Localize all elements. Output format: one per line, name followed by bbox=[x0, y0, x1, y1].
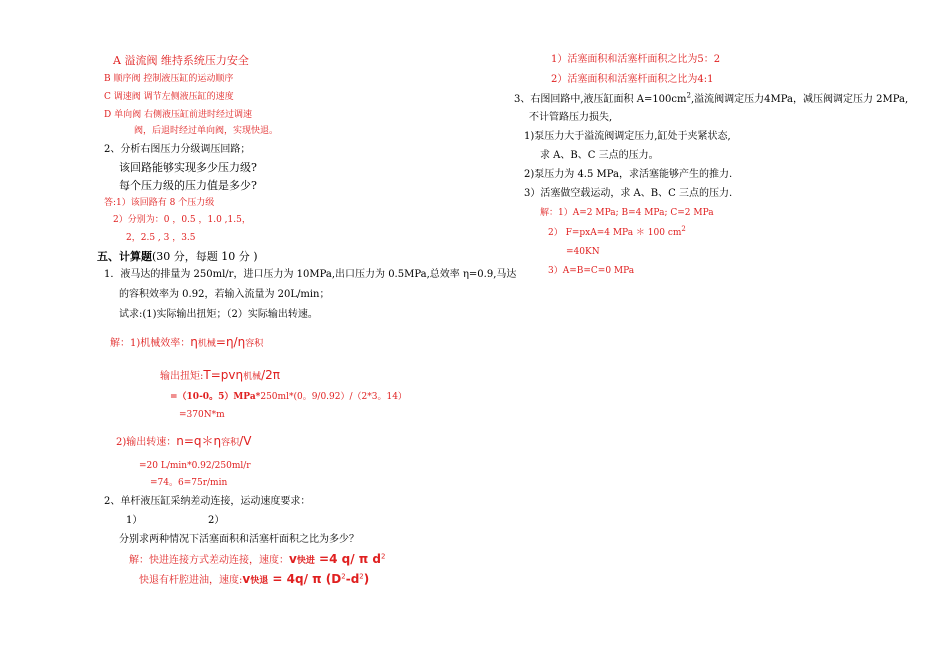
problem-2-line-1: 2、单杆液压缸采纳差动连接，运动速度要求： bbox=[104, 496, 311, 507]
solution-2-fast-forward bbox=[129, 553, 385, 566]
subscript-fast-return: 快退 bbox=[250, 576, 269, 586]
q3-line-1-b: ,溢流阀调定压力4MPa，减压阀调定压力 2MPa, bbox=[690, 94, 909, 105]
answer-line-c: C 调速阀 调节左侧液压缸的速度 bbox=[104, 92, 234, 102]
answer-line-d: D 单向阀 右侧液压缸前进时经过调速 bbox=[104, 110, 252, 120]
problem-2-line-2: 分别求两种情况下活塞面积和活塞杆面积之比为多少？ bbox=[119, 534, 359, 545]
superscript-2: 2 bbox=[681, 225, 686, 233]
section-5-title: 五、计算题 bbox=[97, 250, 152, 263]
solution-2-fast-return bbox=[139, 573, 369, 586]
velocity-symbol: v bbox=[289, 552, 297, 566]
speed-divisor: /V bbox=[239, 434, 252, 448]
fast-forward-label: 解：快进连接方式差动连接，速度： bbox=[129, 555, 289, 566]
fast-return-formula-minus: -d bbox=[345, 572, 360, 586]
question-2-title: 2、分析右图压力分级调压回路； bbox=[104, 144, 251, 155]
speed-label: 2)输出转速： bbox=[116, 437, 177, 448]
question-3-solution-2-result: =40KN bbox=[566, 247, 600, 257]
answer-line-d-cont: 阀，后退时经过单向阀，实现快退。 bbox=[134, 126, 279, 136]
problem-2-option-2: 2） bbox=[208, 515, 225, 526]
subscript-mech: 机械 bbox=[243, 372, 262, 382]
solution-1-speed-result: =74。6=75r/min bbox=[150, 478, 228, 488]
question-2-part-a: 该回路能够实现多少压力级? bbox=[119, 161, 257, 174]
question-3-line-2: 不计管路压力损失, bbox=[529, 112, 613, 123]
answer-line-a: A 溢流阀 维持系统压力安全 bbox=[113, 54, 249, 67]
question-3-line-4: 求 A、B、C 三点的压力。 bbox=[540, 150, 659, 161]
eta-symbol: η bbox=[190, 335, 198, 349]
problem-2-option-1: 1） bbox=[126, 515, 143, 526]
solution-1-label: 解：1)机械效率： bbox=[110, 338, 191, 349]
problem-1-line-3: 试求:(1)实际输出扭矩；（2）实际输出转速。 bbox=[119, 309, 318, 320]
subscript-mech: 机械 bbox=[197, 339, 216, 349]
answer-line-b: B 顺序阀 控制液压缸的运动顺序 bbox=[104, 74, 234, 84]
question-3-line-1 bbox=[514, 91, 909, 105]
question-2-answer-3: 2，2.5 , 3 ，3.5 bbox=[126, 233, 196, 243]
problem-1-line-1: 1．液马达的排量为 250ml/r，进口压力为 10MPa,出口压力为 0.5MPa,总效率 η=0.9,马达 bbox=[104, 269, 517, 280]
fast-return-formula-close: ) bbox=[363, 572, 370, 586]
solution-1-torque-result: =370N*m bbox=[179, 410, 225, 420]
question-2-answer-2: 2）分别为：0 ，0.5 ，1.0 ,1.5， bbox=[113, 215, 251, 225]
question-3-line-5: 2)泵压力为 4.5 MPa，求活塞能够产生的推力. bbox=[524, 169, 733, 180]
torque-calc-bold: =（10-0。5）MPa* bbox=[170, 392, 261, 402]
answer-ratio-2: 2）活塞面积和活塞杆面积之比为4:1 bbox=[551, 74, 714, 85]
question-3-solution-1: 解：1）A=2 MPa; B=4 MPa; C=2 MPa bbox=[540, 208, 714, 218]
superscript-2: 2 bbox=[341, 572, 346, 581]
section-5-heading bbox=[97, 251, 258, 262]
fast-forward-formula: =4 q/ π d bbox=[314, 552, 382, 566]
velocity-symbol: v bbox=[242, 572, 251, 586]
superscript-2: 2 bbox=[381, 552, 386, 561]
question-3-solution-3: 3）A=B=C=0 MPa bbox=[548, 266, 635, 276]
solution-1-speed-formula bbox=[116, 435, 251, 448]
torque-divisor: /2π bbox=[261, 368, 281, 382]
subscript-volumetric: 容积 bbox=[221, 438, 240, 448]
superscript-2: 2 bbox=[686, 91, 691, 100]
q3-line-1-a: 3、右图回路中,液压缸面积 A=100cm bbox=[514, 94, 687, 105]
section-5-note: (30 分，每题 10 分 ) bbox=[152, 250, 258, 263]
question-3-line-6: 3）活塞做空载运动，求 A、B、C 三点的压力. bbox=[524, 188, 733, 199]
question-3-line-3: 1)泵压力大于溢流阀调定压力,缸处于夹紧状态, bbox=[524, 131, 731, 142]
q3-solution-2-text: 2） F=pxA=4 MPa ＊ 100 cm bbox=[548, 228, 682, 238]
torque-calc-rest: 250ml*(0。9/0.92）/（2*3。14） bbox=[260, 392, 407, 402]
answer-ratio-1: 1）活塞面积和活塞杆面积之比为5：2 bbox=[551, 54, 721, 65]
solution-1-torque-formula bbox=[160, 369, 280, 382]
question-2-part-b: 每个压力级的压力值是多少? bbox=[119, 179, 257, 192]
problem-1-line-2: 的容积效率为 0.92，若输入流量为 20L/min； bbox=[119, 289, 330, 300]
torque-expr: T=pvη bbox=[203, 368, 244, 382]
subscript-fast-forward: 快进 bbox=[296, 556, 315, 566]
solution-1-mech-efficiency bbox=[110, 336, 263, 349]
subscript-volumetric: 容积 bbox=[245, 339, 264, 349]
fast-return-label: 快退有杆腔进油，速度: bbox=[139, 575, 243, 586]
speed-expr: n=q＊η bbox=[176, 434, 222, 448]
solution-1-speed-calc: =20 L/min*0.92/250ml/r bbox=[139, 461, 251, 471]
efficiency-ratio: =η/η bbox=[215, 335, 246, 349]
fast-return-formula: = 4q/ π (D bbox=[268, 572, 342, 586]
question-2-answer-1: 答:1）该回路有 8 个压力级 bbox=[104, 198, 215, 208]
torque-label: 输出扭矩: bbox=[160, 371, 204, 382]
question-3-solution-2 bbox=[548, 225, 686, 238]
solution-1-torque-calc bbox=[170, 393, 407, 402]
superscript-2: 2 bbox=[359, 572, 364, 581]
